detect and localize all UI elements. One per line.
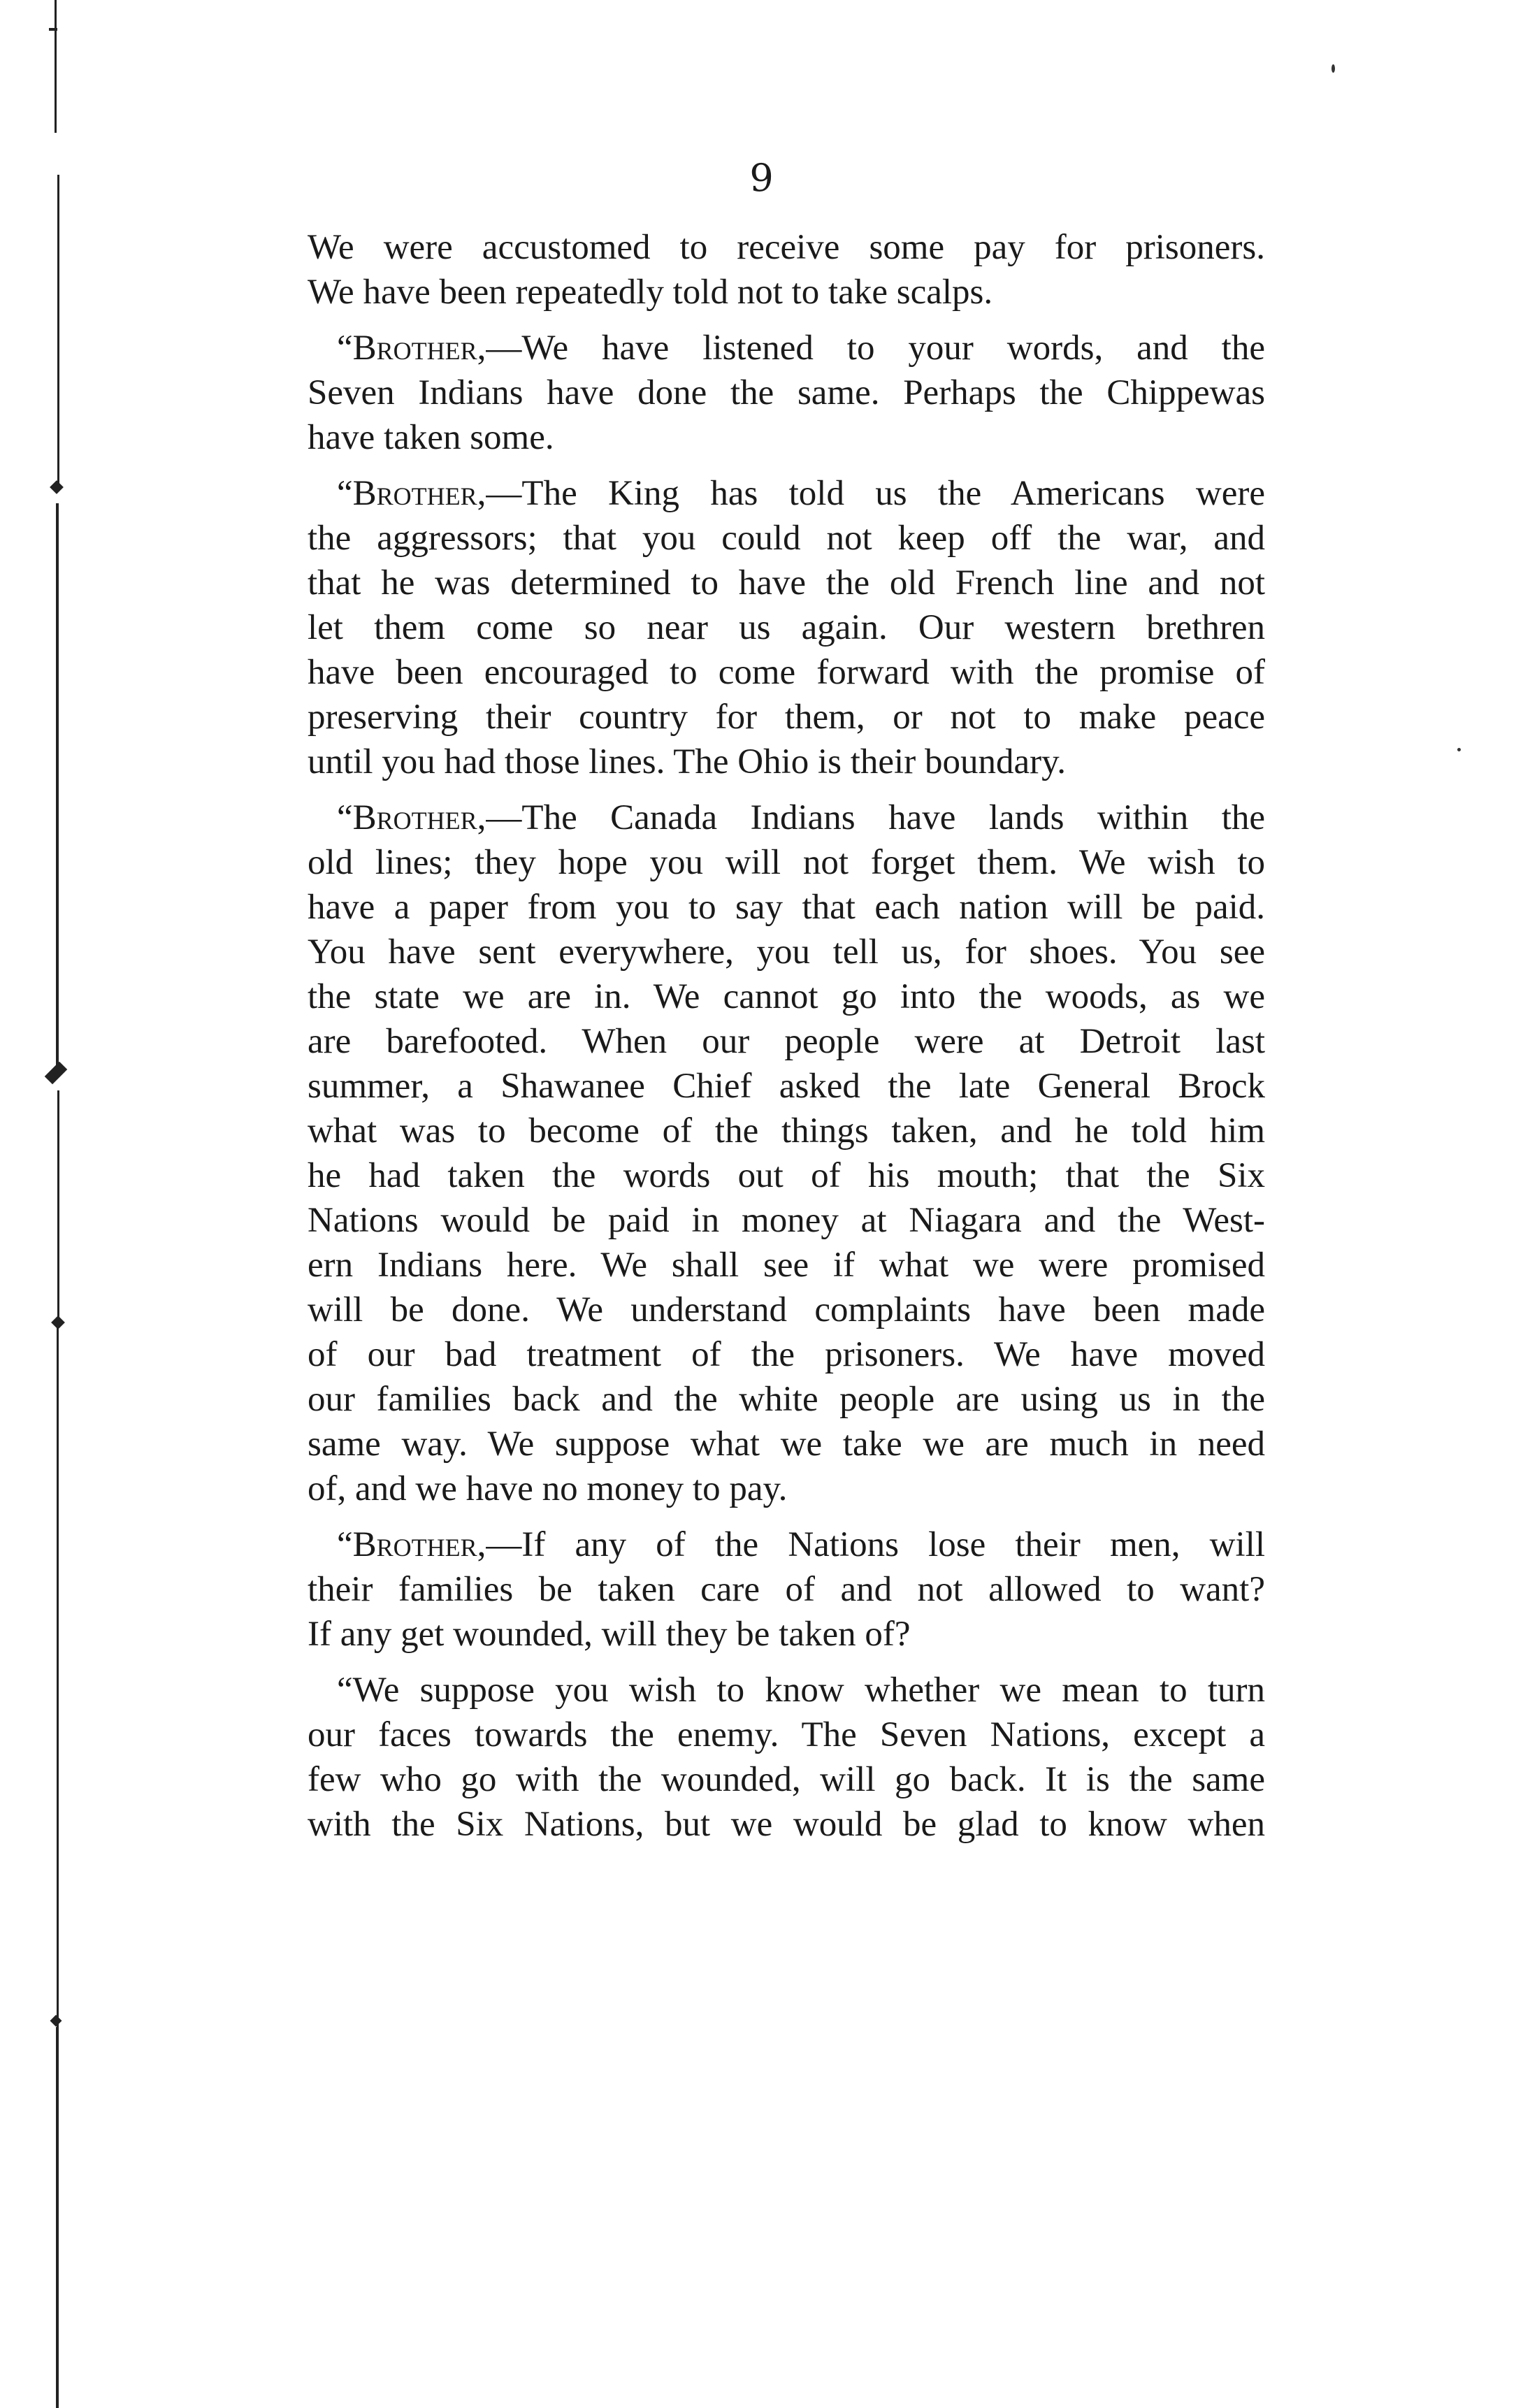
text-line: You have sent everywhere, you tell us, for shoes. You see — [308, 932, 1265, 972]
paragraph — [308, 795, 1265, 1511]
text-line: until you had those lines. The Ohio is their boundary. — [308, 742, 1067, 781]
text-line: our families back and the white people are using us in the — [308, 1380, 1265, 1419]
text-line: “Brother,—If any of the Nations lose their men, will — [337, 1525, 1265, 1564]
text-line: have been encouraged to come forward with the promise of — [308, 653, 1265, 692]
text-line: If any get wounded, will they be taken of? — [308, 1615, 911, 1654]
text-line: our faces towards the enemy. The Seven Nations, except a — [308, 1715, 1265, 1754]
text-line: ern Indians here. We shall see if what we were promised — [308, 1246, 1265, 1285]
text-line: will be done. We understand complaints have been made — [308, 1290, 1265, 1329]
text-line: old lines; they hope you will not forget them. We wish to — [308, 843, 1265, 882]
text-line: “We suppose you wish to know whether we mean to turn — [337, 1671, 1265, 1710]
paragraph — [308, 1522, 1265, 1657]
scan-speck — [1457, 748, 1461, 751]
text-line: We were accustomed to receive some pay for prisoners. — [308, 228, 1265, 267]
small-caps-word: Brother — [352, 474, 477, 513]
text-line: with the Six Nations, but we would be glad to know when — [308, 1805, 1265, 1844]
text-line: few who go with the wounded, will go back. It is the same — [308, 1760, 1265, 1799]
text-line: are barefooted. When our people were at Detroit last — [308, 1022, 1265, 1061]
text-line: that he was determined to have the old French line and not — [308, 563, 1265, 603]
scan-speck — [1331, 64, 1335, 73]
text-line: let them come so near us again. Our western brethren — [308, 608, 1265, 647]
text-line: “Brother,—The King has told us the Americans were — [337, 474, 1265, 513]
text-line: of our bad treatment of the prisoners. We have moved — [308, 1335, 1265, 1374]
text-line: Seven Indians have done the same. Perhaps the Chippewas — [308, 373, 1265, 412]
text-line: We have been repeatedly told not to take scalps. — [308, 273, 993, 312]
paragraph — [308, 471, 1265, 784]
body-text — [308, 225, 1265, 1858]
text-line: Nations would be paid in money at Niagara and the West- — [308, 1201, 1265, 1240]
text-line: have a paper from you to say that each nation will be paid. — [308, 888, 1265, 927]
text-line: have taken some. — [308, 418, 554, 457]
text-line: the state we are in. We cannot go into the woods, as we — [308, 977, 1265, 1016]
text-line: he had taken the words out of his mouth; that the Six — [308, 1156, 1265, 1195]
text-line: the aggressors; that you could not keep off the war, and — [308, 519, 1265, 558]
text-line: “Brother,—We have listened to your words, and the — [337, 329, 1265, 368]
text-line: what was to become of the things taken, and he told him — [308, 1111, 1265, 1151]
binding-edge — [42, 0, 70, 2408]
small-caps-word: Brother — [352, 798, 477, 837]
text-line: same way. We suppose what we take we are much in need — [308, 1425, 1265, 1464]
paragraph — [308, 1668, 1265, 1847]
small-caps-word: Brother — [352, 1525, 477, 1564]
paragraph — [308, 326, 1265, 460]
page-number: 9 — [749, 156, 774, 200]
text-line: “Brother,—The Canada Indians have lands within the — [337, 798, 1265, 837]
small-caps-word: Brother — [352, 329, 477, 368]
text-line: preserving their country for them, or not to make peace — [308, 698, 1265, 737]
paragraph — [308, 225, 1265, 315]
text-line: summer, a Shawanee Chief asked the late General Brock — [308, 1067, 1265, 1106]
text-line: their families be taken care of and not allowed to want? — [308, 1570, 1265, 1609]
text-line: of, and we have no money to pay. — [308, 1469, 788, 1508]
